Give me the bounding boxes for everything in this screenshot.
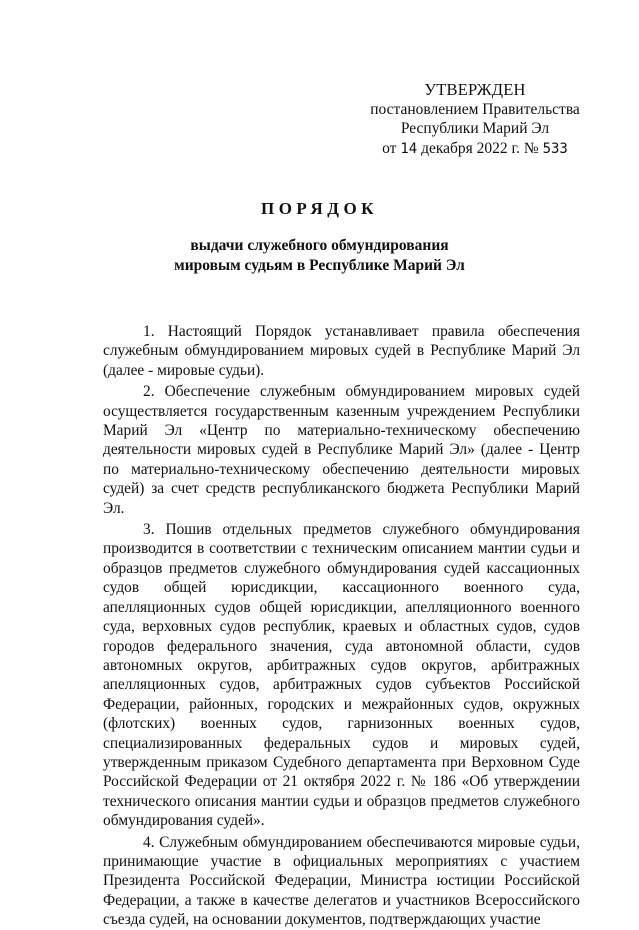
- approval-date-line: [360, 139, 590, 160]
- paragraph-3: 3. Пошив отдельных предметов служебного обмундирования производится в соответствии с техническим описанием мантии судьи и образцов предметов служебного обмундирования судей кассационных судов общей юрисдикции, кассационного военного суда, апелляционных судов общей юрисдикции, апелляционного военного суда, верховных судов республик, краевых и областных судов, судов городов федерального значения, суда автономной области, судов автономных округов, арбитражных судов округов, арбитражных апелляционных судов, арбитражных судов субъектов Российской Федерации, районных, городских и межрайонных судов, окружных (флотских) военных судов, гарнизонных военных судов, специализированных федеральных судов и мировых судей, утвержденным приказом Судебного департамента при Верховном Суде Российской Федерации от 21 октября 2022 г. № 186 «Об утверждении технического описания мантии судьи и образцов предметов служебного обмундирования судей».: [103, 521, 580, 830]
- document-subtitle: [0, 236, 639, 276]
- date-day: 14: [400, 140, 418, 157]
- date-prefix: от: [382, 139, 397, 157]
- paragraph-4: 4. Служебным обмундированием обеспечиваются мировые судьи, принимающие участие в официальных мероприятиях с участием Президента Российской Федерации, Министра юстиции Российской Федерации, а также в качестве делегатов и участников Всероссийского съезда судей, на основании документов, подтверждающих участие: [103, 833, 580, 929]
- paragraph-2: 2. Обеспечение служебным обмундированием мировых судей осуществляется государственным казенным учреждением Республики Марий Эл «Центр по материально-техническому обеспечению деятельности мировых судей в Республике Марий Эл» (далее - Центр по материально-техническому обеспечению деятельности мировых судей) за счет средств республиканского бюджета Республики Марий Эл.: [103, 383, 580, 517]
- approval-stamp-block: [360, 80, 590, 159]
- approval-line-government: постановлением Правительства: [370, 100, 580, 118]
- date-rest: декабря 2022 г. №: [421, 139, 539, 157]
- approved-heading: УТВЕРЖДЕН: [424, 80, 526, 99]
- subtitle-line-1: выдачи служебного обмундирования: [190, 237, 449, 254]
- paragraph-1: 1. Настоящий Порядок устанавливает правила обеспечения служебным обмундированием мировых судей в Республике Марий Эл (далее - мировые судьи).: [103, 323, 580, 379]
- subtitle-line-2: мировым судьям в Республике Марий Эл: [174, 257, 465, 274]
- document-body: [103, 322, 580, 930]
- document-title: ПОРЯДОК: [260, 199, 378, 218]
- approval-line-republic: Республики Марий Эл: [400, 120, 550, 137]
- resolution-number: 533: [542, 140, 568, 157]
